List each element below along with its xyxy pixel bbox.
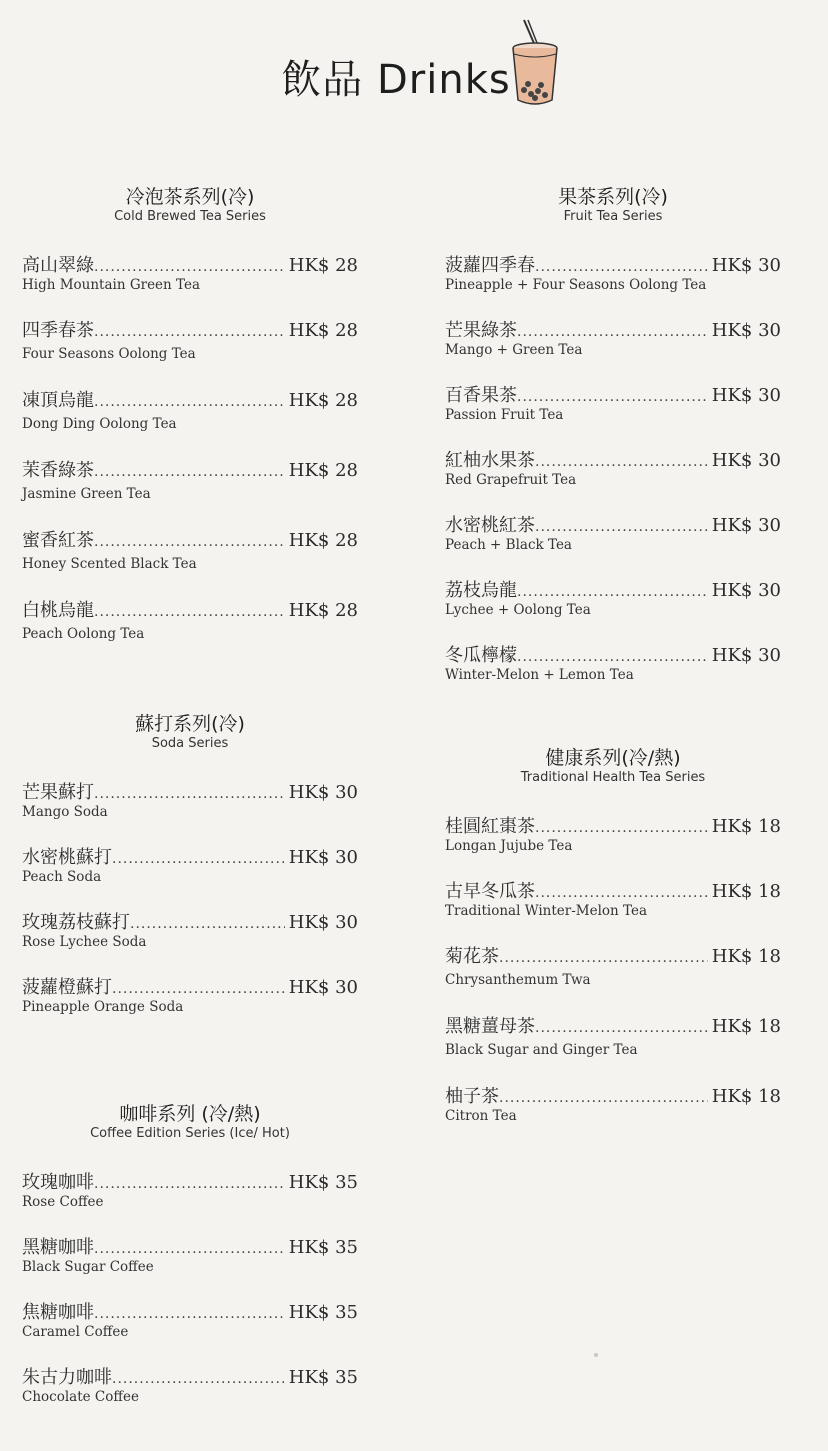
- menu-item: [22, 320, 358, 363]
- item-name-zh: 黑糖薑母茶: [445, 1016, 535, 1037]
- decorative-speck: [594, 1353, 598, 1357]
- item-name-zh: 菊花茶: [445, 946, 499, 967]
- item-name-en: Peach Soda: [22, 869, 102, 885]
- section-header: [22, 1102, 358, 1142]
- item-name-en: Dong Ding Oolong Tea: [22, 416, 177, 432]
- item-price: HK$ 18: [711, 1086, 781, 1107]
- section-title-zh: 蘇打系列(冷): [135, 713, 245, 735]
- item-name-zh: 水密桃紅茶: [445, 515, 535, 536]
- section-title-en: Coffee Edition Series (Ice/ Hot): [90, 1126, 290, 1141]
- item-price: HK$ 35: [288, 1302, 358, 1323]
- item-name-en: Red Grapefruit Tea: [445, 472, 577, 488]
- item-name-en: Winter-Melon + Lemon Tea: [445, 667, 634, 683]
- menu-item: [22, 847, 358, 886]
- item-price: HK$ 30: [711, 645, 781, 666]
- item-name-zh: 古早冬瓜茶: [445, 881, 535, 902]
- item-name-zh: 菠蘿四季春: [445, 255, 535, 276]
- item-name-zh: 柚子茶: [445, 1086, 499, 1107]
- item-name-zh: 桂圓紅棗茶: [445, 816, 535, 837]
- item-name-en: Mango Soda: [22, 804, 108, 820]
- item-price: HK$ 30: [711, 255, 781, 276]
- section-cold-brew: [22, 185, 358, 642]
- section-header: [22, 185, 358, 225]
- menu-item: [22, 912, 358, 951]
- item-name-en: Chocolate Coffee: [22, 1389, 139, 1405]
- item-name-zh: 紅柚水果茶: [445, 450, 535, 471]
- item-name-zh: 焦糖咖啡: [22, 1302, 94, 1323]
- menu-item: [22, 255, 358, 294]
- menu-item: [445, 881, 781, 920]
- menu-item: [445, 320, 781, 359]
- item-price: HK$ 28: [288, 390, 358, 411]
- menu-item: [22, 600, 358, 643]
- item-name-en: Rose Coffee: [22, 1194, 104, 1210]
- item-price: HK$ 28: [288, 460, 358, 481]
- section-fruit-tea: [445, 185, 781, 683]
- item-name-zh: 百香果茶: [445, 385, 517, 406]
- menu-item: [445, 1016, 781, 1059]
- item-price: HK$ 30: [288, 912, 358, 933]
- item-price: HK$ 28: [288, 320, 358, 341]
- menu-item: [445, 946, 781, 989]
- item-name-zh: 四季春茶: [22, 320, 94, 341]
- item-price: HK$ 18: [711, 1016, 781, 1037]
- section-header: [22, 712, 358, 752]
- item-name-en: Traditional Winter-Melon Tea: [445, 903, 648, 919]
- item-price: HK$ 30: [711, 580, 781, 601]
- section-title-en: Traditional Health Tea Series: [520, 770, 706, 785]
- section-health-tea: [445, 746, 781, 1124]
- item-price: HK$ 28: [288, 255, 358, 276]
- item-name-zh: 茉香綠茶: [22, 460, 94, 481]
- menu-item: [445, 645, 781, 684]
- section-title-zh: 冷泡茶系列(冷): [125, 186, 255, 208]
- section-title-en: Fruit Tea Series: [563, 209, 663, 224]
- item-name-zh: 玫瑰荔枝蘇打: [22, 912, 130, 933]
- menu-item: [22, 1367, 358, 1406]
- item-name-zh: 荔枝烏龍: [445, 580, 517, 601]
- section-coffee: [22, 1102, 358, 1405]
- item-price: HK$ 28: [288, 600, 358, 621]
- section-title-zh: 咖啡系列 (冷/熱): [119, 1103, 261, 1125]
- item-name-en: Longan Jujube Tea: [445, 838, 573, 854]
- item-price: HK$ 30: [711, 450, 781, 471]
- item-name-en: Pineapple + Four Seasons Oolong Tea: [445, 277, 707, 293]
- item-name-en: Caramel Coffee: [22, 1324, 129, 1340]
- page-title: 飲品 Drinks: [281, 57, 511, 103]
- menu-item: [22, 977, 358, 1016]
- menu-item: [445, 450, 781, 489]
- item-name-en: Honey Scented Black Tea: [22, 556, 197, 572]
- item-name-en: Chrysanthemum Twa: [445, 972, 591, 988]
- menu-item: [445, 1086, 781, 1125]
- item-name-en: Lychee + Oolong Tea: [445, 602, 591, 618]
- page-header: [0, 18, 828, 118]
- item-name-en: Four Seasons Oolong Tea: [22, 346, 196, 362]
- item-name-zh: 黑糖咖啡: [22, 1237, 94, 1258]
- item-name-en: Passion Fruit Tea: [445, 407, 564, 423]
- section-title-zh: 健康系列(冷/熱): [545, 747, 681, 769]
- menu-item: [445, 255, 781, 294]
- menu-item: [445, 580, 781, 619]
- menu-item: [445, 515, 781, 554]
- item-name-en: Black Sugar and Ginger Tea: [445, 1042, 638, 1058]
- item-price: HK$ 30: [288, 977, 358, 998]
- item-name-zh: 玫瑰咖啡: [22, 1172, 94, 1193]
- menu-item: [22, 1302, 358, 1341]
- item-name-en: Peach Oolong Tea: [22, 626, 145, 642]
- item-name-zh: 芒果蘇打: [22, 782, 94, 803]
- item-price: HK$ 35: [288, 1172, 358, 1193]
- section-title-en: Soda Series: [151, 736, 229, 751]
- item-name-zh: 蜜香紅茶: [22, 530, 94, 551]
- item-name-zh: 凍頂烏龍: [22, 390, 94, 411]
- item-price: HK$ 18: [711, 816, 781, 837]
- section-header: [445, 185, 781, 225]
- menu-item: [445, 816, 781, 855]
- item-name-zh: 菠蘿橙蘇打: [22, 977, 112, 998]
- item-price: HK$ 30: [711, 385, 781, 406]
- section-header: [445, 746, 781, 786]
- section-title-en: Cold Brewed Tea Series: [114, 209, 266, 224]
- item-name-en: Rose Lychee Soda: [22, 934, 147, 950]
- item-price: HK$ 28: [288, 530, 358, 551]
- item-name-en: Citron Tea: [445, 1108, 517, 1124]
- menu-item: [22, 460, 358, 503]
- item-price: HK$ 30: [711, 515, 781, 536]
- item-name-zh: 水密桃蘇打: [22, 847, 112, 868]
- bubble-tea-cup-icon: [506, 18, 564, 108]
- section-title-zh: 果茶系列(冷): [558, 186, 668, 208]
- item-name-en: Jasmine Green Tea: [22, 486, 151, 502]
- item-name-en: High Mountain Green Tea: [22, 277, 201, 293]
- menu-item: [22, 782, 358, 821]
- item-name-zh: 高山翠綠: [22, 255, 94, 276]
- menu-item: [22, 530, 358, 573]
- item-price: HK$ 30: [288, 782, 358, 803]
- item-name-en: Black Sugar Coffee: [22, 1259, 154, 1275]
- item-name-zh: 朱古力咖啡: [22, 1367, 112, 1388]
- menu-item: [22, 1237, 358, 1276]
- item-price: HK$ 18: [711, 881, 781, 902]
- item-name-zh: 芒果綠茶: [445, 320, 517, 341]
- item-price: HK$ 30: [711, 320, 781, 341]
- item-name-zh: 冬瓜檸檬: [445, 645, 517, 666]
- item-price: HK$ 35: [288, 1367, 358, 1388]
- item-name-en: Pineapple Orange Soda: [22, 999, 184, 1015]
- item-name-en: Peach + Black Tea: [445, 537, 572, 553]
- item-name-zh: 白桃烏龍: [22, 600, 94, 621]
- item-price: HK$ 35: [288, 1237, 358, 1258]
- menu-item: [22, 1172, 358, 1211]
- item-price: HK$ 18: [711, 946, 781, 967]
- section-soda: [22, 712, 358, 1015]
- menu-item: [445, 385, 781, 424]
- menu-item: [22, 390, 358, 433]
- item-price: HK$ 30: [288, 847, 358, 868]
- item-name-en: Mango + Green Tea: [445, 342, 583, 358]
